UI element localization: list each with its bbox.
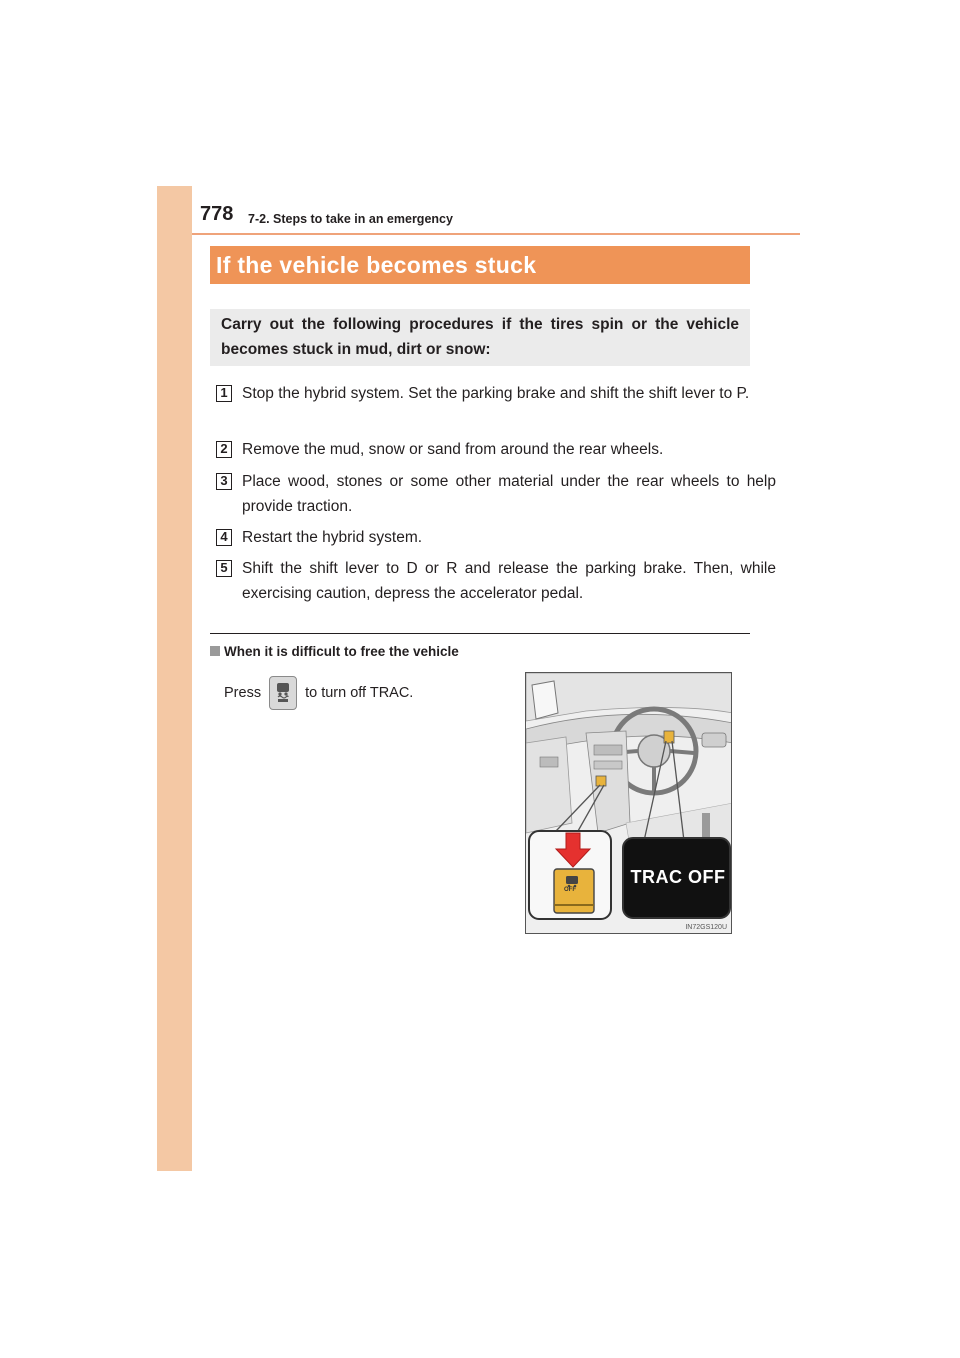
trac-off-switch-icon	[269, 676, 297, 710]
switch-off-label: OFF	[564, 887, 576, 893]
step-text: Restart the hybrid system.	[242, 529, 423, 546]
side-tab-band	[157, 186, 192, 1171]
note-heading-text: When it is difficult to free the vehicle	[224, 644, 459, 659]
step-text: Shift the shift lever to D or R and release the parking brake. Then, while exercising caution, depress the accelerator pedal.	[242, 560, 776, 602]
step-number: 3	[216, 473, 232, 490]
header-rule	[192, 233, 800, 235]
section-label: 7-2. Steps to take in an emergency	[248, 212, 453, 226]
step-item	[216, 469, 776, 519]
section-divider	[210, 633, 750, 634]
dashboard-drawing	[526, 673, 732, 934]
intro-box	[210, 309, 750, 366]
press-instruction	[224, 676, 413, 710]
note-heading	[210, 644, 459, 659]
step-item	[216, 525, 776, 550]
press-text-after: to turn off TRAC.	[305, 685, 414, 701]
illustration-dashboard	[525, 672, 732, 934]
step-text: Remove the mud, snow or sand from around the rear wheels.	[242, 441, 664, 458]
step-number: 4	[216, 529, 232, 546]
step-number: 2	[216, 441, 232, 458]
step-item	[216, 556, 776, 606]
step-item	[216, 381, 776, 406]
bullet-square-icon	[210, 646, 220, 656]
step-number: 5	[216, 560, 232, 577]
trac-off-display-text: TRAC OFF	[630, 867, 726, 887]
press-text-before: Press	[224, 685, 262, 701]
page-number: 778	[200, 203, 234, 225]
step-number: 1	[216, 385, 232, 402]
title-bar	[210, 246, 750, 284]
intro-text: Carry out the following procedures if the tires spin or the vehicle becomes stuck in mud, dirt or snow:	[221, 316, 739, 358]
step-text: Place wood, stones or some other material under the rear wheels to help provide traction.	[242, 473, 776, 515]
step-item	[216, 437, 776, 462]
illustration-code: IN72GS120U	[685, 924, 727, 931]
step-text: Stop the hybrid system. Set the parking brake and shift the shift lever to P.	[242, 385, 750, 402]
page-title: If the vehicle becomes stuck	[216, 251, 537, 278]
